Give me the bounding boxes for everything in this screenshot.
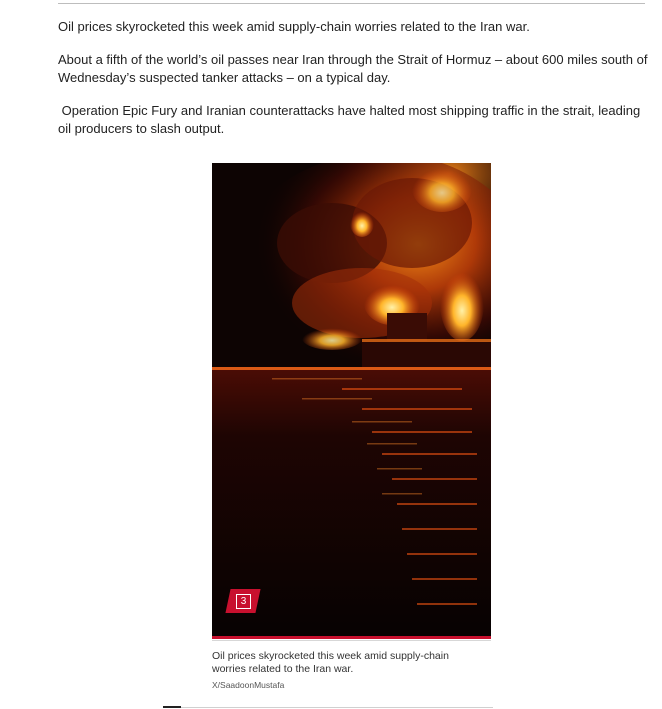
photo-credit: X/SaadoonMustafa — [212, 680, 285, 690]
caption-divider — [212, 640, 491, 641]
bottom-divider-mark — [163, 706, 181, 708]
photo-illustration — [212, 163, 491, 636]
caption-accent-rule — [212, 636, 491, 639]
paragraph-3: Operation Epic Fury and Iranian counterattacks have halted most shipping traffic in the strait, leading oil producers to slash output. — [58, 103, 644, 136]
gallery-count-badge[interactable] — [228, 589, 258, 613]
bottom-divider — [163, 707, 493, 708]
paragraph-2: About a fifth of the world’s oil passes near Iran through the Strait of Hormuz – about 600 miles south of Wednesday’s suspected tanker attacks – on a typical day. — [58, 52, 648, 85]
article-body — [58, 18, 648, 153]
top-divider — [58, 3, 645, 4]
paragraph-1: Oil prices skyrocketed this week amid supply-chain worries related to the Iran war. — [58, 19, 530, 34]
tanker-fire-photo[interactable] — [212, 163, 491, 636]
gallery-count-icon: 3 — [236, 594, 251, 609]
photo-caption: Oil prices skyrocketed this week amid supply-chain worries related to the Iran war. — [212, 650, 449, 675]
